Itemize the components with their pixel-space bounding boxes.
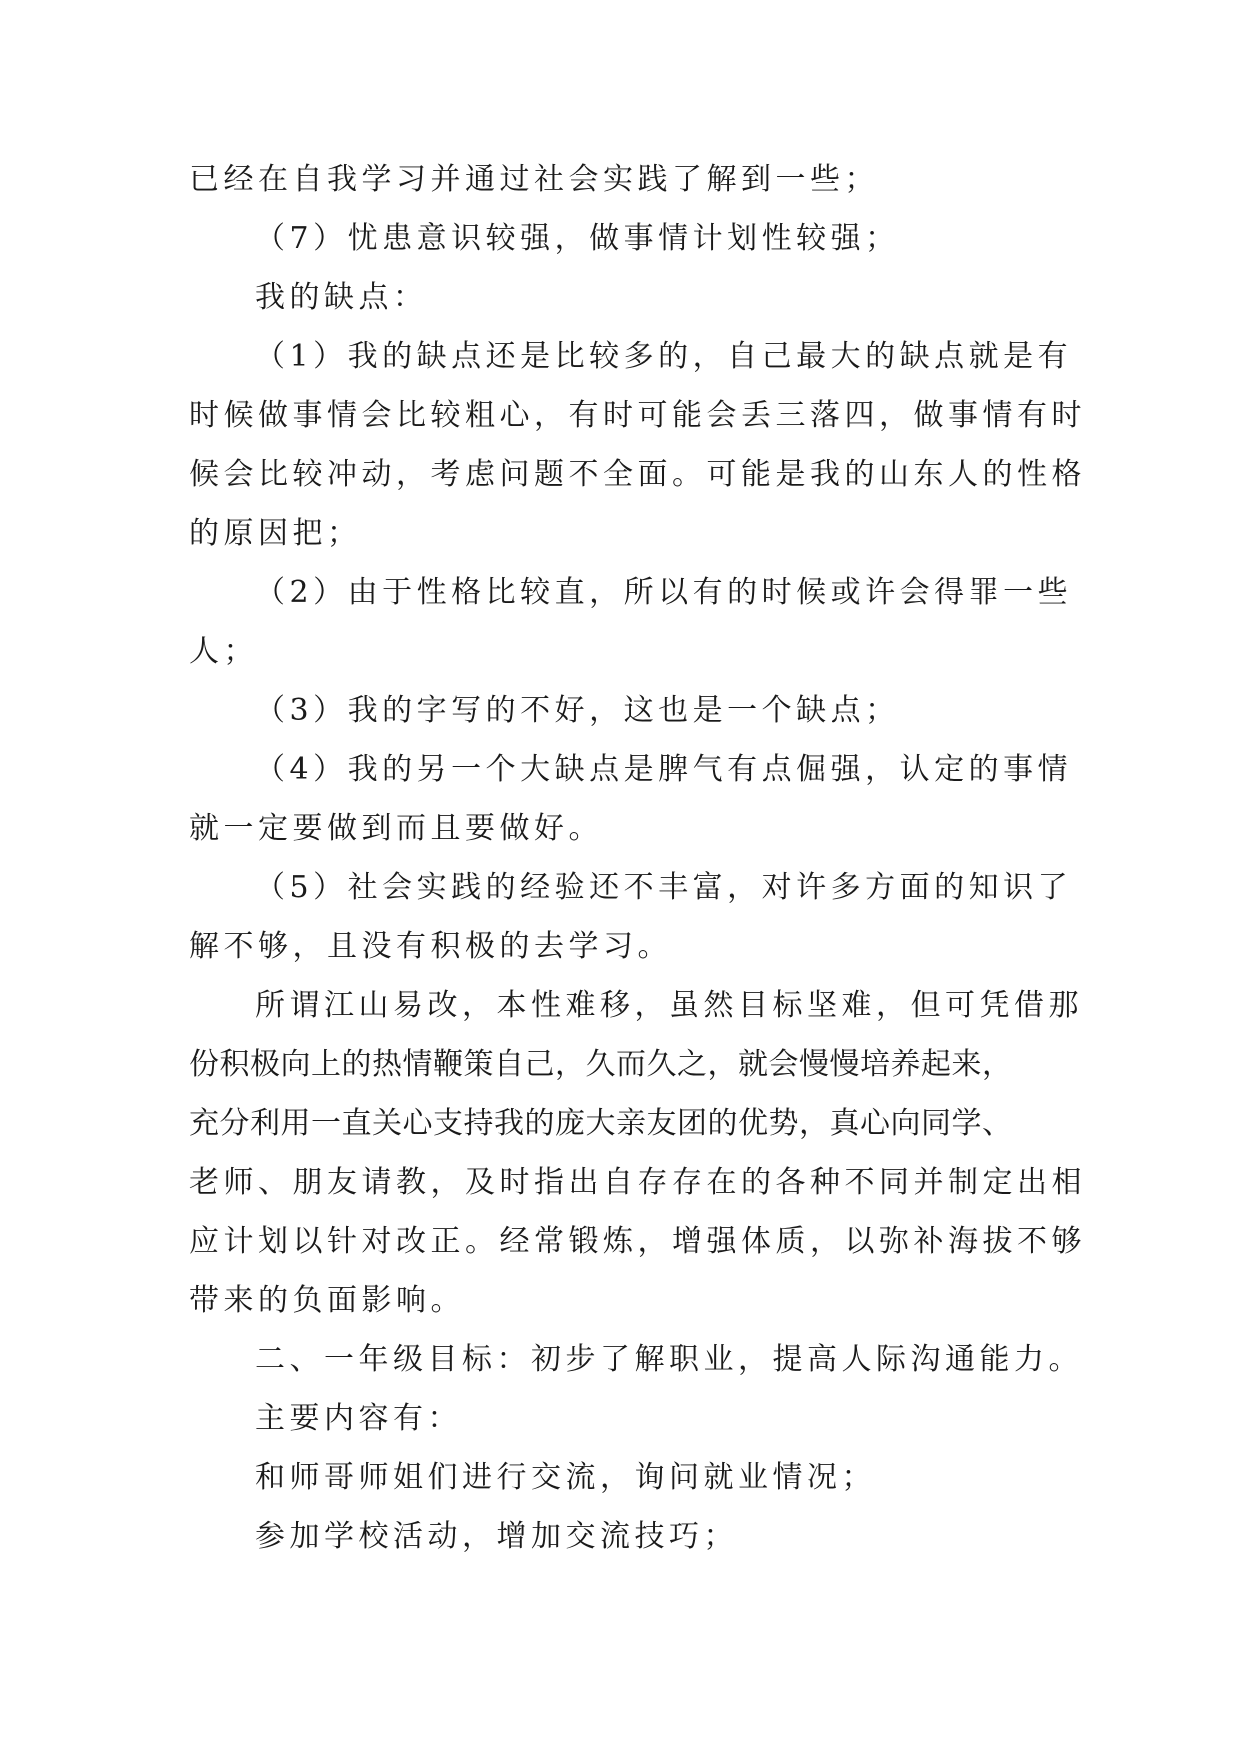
text-line: （4）我的另一个大缺点是脾气有点倔强，认定的事情 [255,752,1073,787]
text-line: 参加学校活动，增加交流技巧； [255,1519,738,1554]
text-line: （5）社会实践的经验还不丰富，对许多方面的知识了 [255,870,1073,905]
text-line: 带来的负面影响。 [189,1283,465,1318]
section-heading: 我的缺点： [255,280,428,315]
text-line: 候会比较冲动，考虑问题不全面。可能是我的山东人的性格 [189,457,1086,492]
text-line: 所谓江山易改，本性难移，虽然目标坚难，但可凭借那 [255,988,1083,1023]
text-line: 解不够，且没有积极的去学习。 [189,929,672,964]
text-line: 的原因把； [189,516,362,551]
section-heading: 二、一年级目标：初步了解职业，提高人际沟通能力。 [255,1342,1083,1377]
text-line: 人； [189,634,258,669]
text-line: 时候做事情会比较粗心，有时可能会丢三落四，做事情有时 [189,398,1086,433]
text-line: （3）我的字写的不好，这也是一个缺点； [255,693,900,728]
document-body [189,150,1086,1566]
text-line: 充分利用一直关心支持我的庞大亲友团的优势，真心向同学、 [189,1106,1013,1141]
text-line: 已经在自我学习并通过社会实践了解到一些； [189,162,879,197]
text-line: 就一定要做到而且要做好。 [189,811,603,846]
text-line: 应计划以针对改正。经常锻炼，增强体质，以弥补海拔不够 [189,1224,1086,1259]
text-line: （2）由于性格比较直，所以有的时候或许会得罪一些 [255,575,1073,610]
text-line: 份积极向上的热情鞭策自己，久而久之，就会慢慢培养起来， [189,1047,1013,1082]
text-line: 老师、朋友请教，及时指出自存存在的各种不同并制定出相 [189,1165,1086,1200]
text-line: 和师哥师姐们进行交流，询问就业情况； [255,1460,876,1495]
text-line: （7）忧患意识较强，做事情计划性较强； [255,221,900,256]
text-line: 主要内容有： [255,1401,462,1436]
text-line: （1）我的缺点还是比较多的，自己最大的缺点就是有 [255,339,1073,374]
